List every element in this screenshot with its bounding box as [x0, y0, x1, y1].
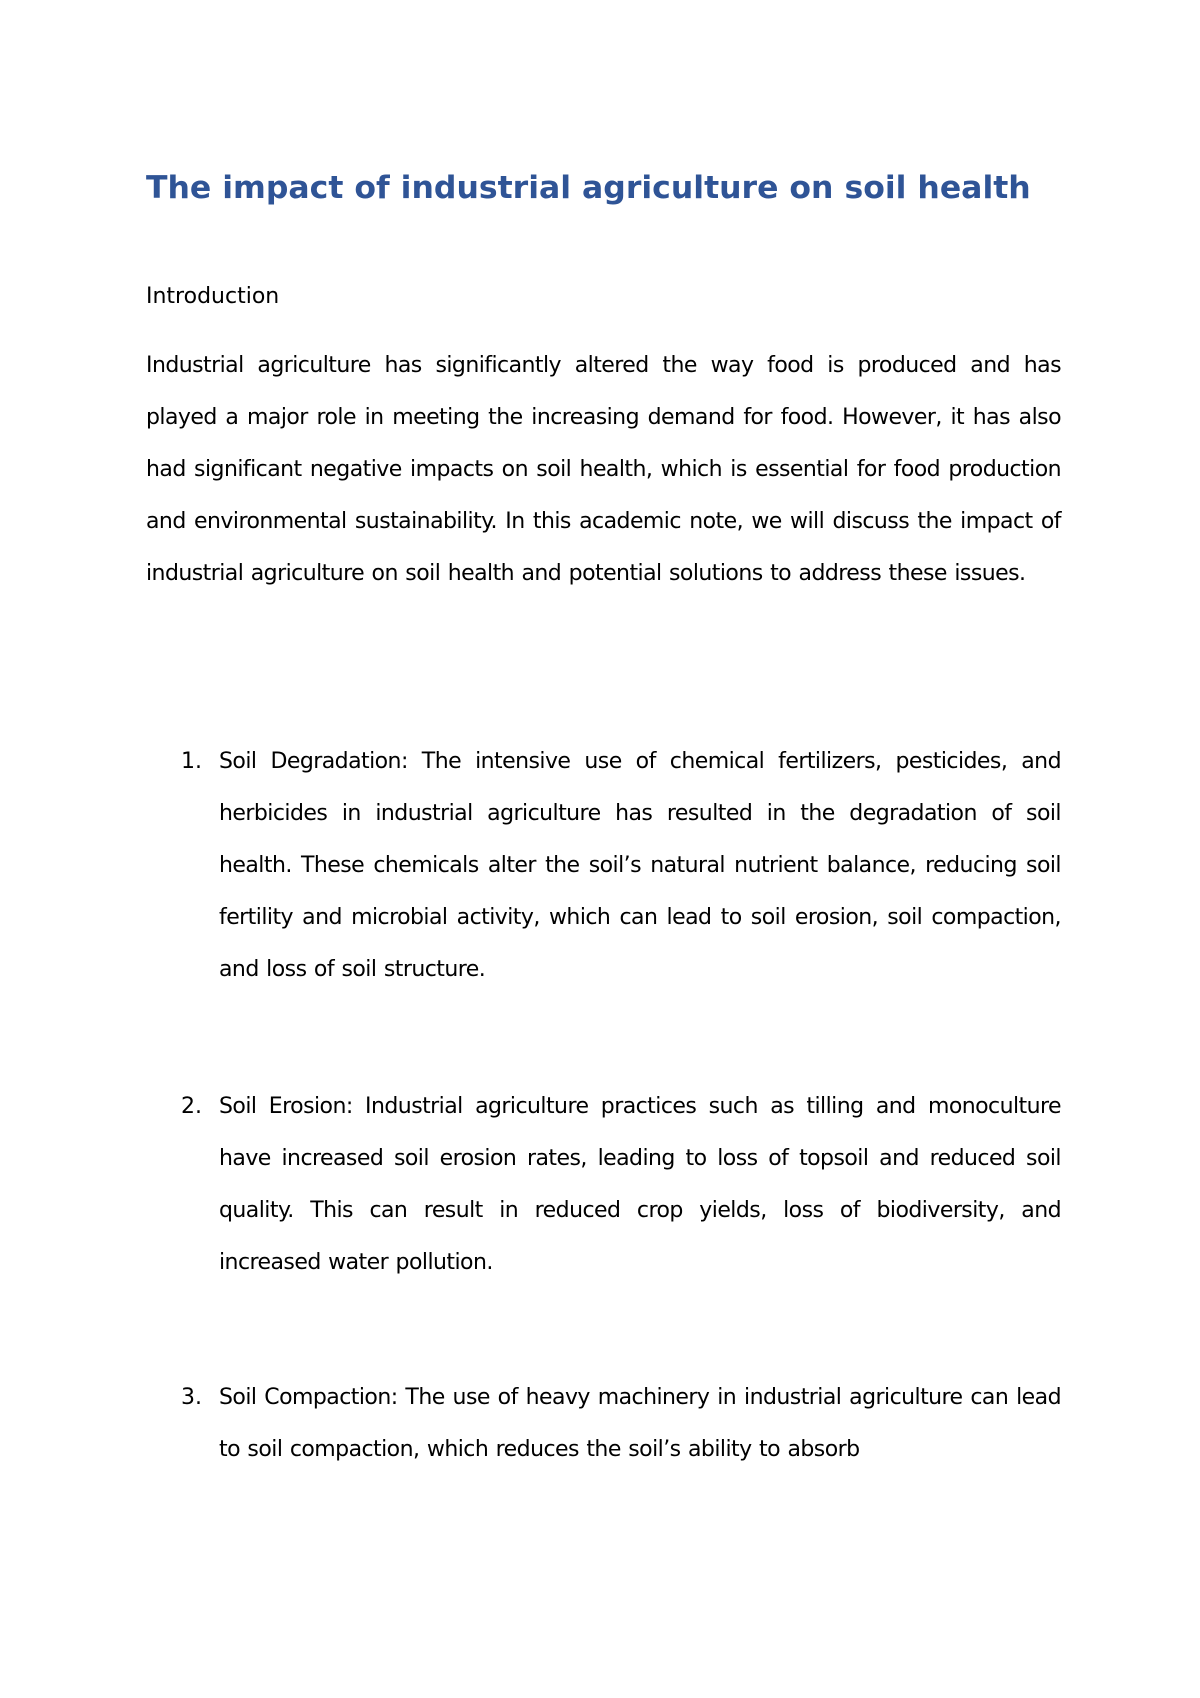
- list-item-text: Soil Erosion: Industrial agriculture practices such as tilling and monoculture have increased soil erosion rates, leading to loss of topsoil and reduced soil quality. This can result in reduced crop yields, loss of biodiversity, and increased water pollution.: [219, 1094, 1061, 1275]
- list-item-number: 3.: [181, 1385, 202, 1410]
- list-item-text: Soil Degradation: The intensive use of chemical fertilizers, pesticides, and herbicides in industrial agriculture has resulted in the degradation of soil health. These chemicals alter the soil’s natural nutrient balance, reducing soil fertility and microbial activity, which can lead to soil erosion, soil compaction, and loss of soil structure.: [219, 749, 1061, 982]
- list-item: [146, 1372, 1061, 1476]
- list-item: [146, 736, 1061, 996]
- introduction-heading: Introduction: [146, 284, 280, 309]
- list-item-number: 1.: [181, 749, 202, 774]
- list-item-text: Soil Compaction: The use of heavy machinery in industrial agriculture can lead to soil compaction, which reduces the soil’s ability to absorb: [219, 1385, 1061, 1462]
- introduction-paragraph: Industrial agriculture has significantly altered the way food is produced and has played a major role in meeting the increasing demand for food. However, it has also had significant negative impacts on soil health, which is essential for food production and environmental sustainability. In this academic note, we will discuss the impact of industrial agriculture on soil health and potential solutions to address these issues.: [146, 353, 1061, 586]
- document-title: The impact of industrial agriculture on soil health: [146, 170, 1031, 206]
- list-item: [146, 1081, 1061, 1289]
- list-item-number: 2.: [181, 1094, 202, 1119]
